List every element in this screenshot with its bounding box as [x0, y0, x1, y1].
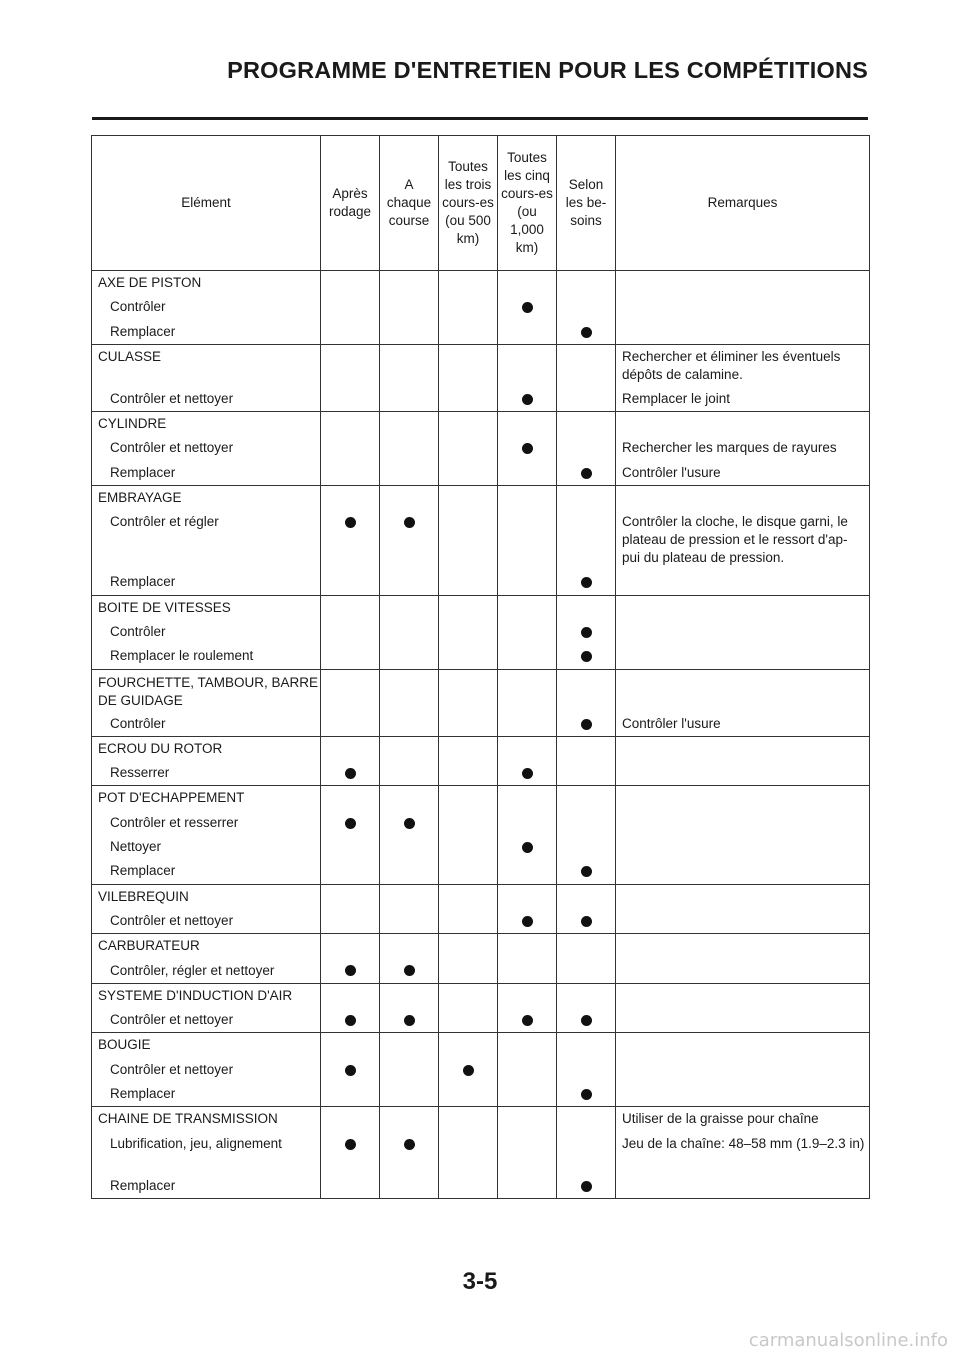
item-task: Contrôler: [110, 299, 166, 315]
item-task: Lubrification, jeu, alignement: [110, 1135, 282, 1151]
item-category: BOITE DE VITESSES: [98, 599, 231, 615]
item-category: CHAINE DE TRANSMISSION: [98, 1111, 278, 1127]
table-row: [92, 486, 870, 596]
item-remark: Contrôler l'usure: [622, 464, 721, 480]
schedule-dot: [581, 1015, 592, 1026]
table-row: [92, 983, 870, 1033]
maintenance-table: [91, 135, 870, 1199]
item-category: AXE DE PISTON: [98, 275, 202, 290]
title-rule: [92, 117, 868, 120]
item-task: Contrôler et nettoyer: [110, 1061, 234, 1077]
item-category: EMBRAYAGE: [98, 490, 182, 506]
schedule-dot: [581, 1089, 592, 1100]
table-row: [92, 1033, 870, 1107]
schedule-dot: [522, 394, 533, 405]
schedule-dot: [345, 965, 356, 976]
schedule-dot: [404, 818, 415, 829]
table-row: [92, 344, 870, 411]
item-remark: Utiliser de la graisse pour chaîne: [622, 1111, 819, 1127]
schedule-dot: [581, 651, 592, 662]
table-row: [92, 736, 870, 786]
item-task: Contrôler: [110, 623, 166, 639]
item-category: CULASSE: [98, 348, 162, 364]
schedule-dot: [404, 965, 415, 976]
item-task: Contrôler et resserrer: [110, 814, 239, 830]
table-row: [92, 884, 870, 934]
item-task: Nettoyer: [110, 839, 162, 855]
col-header-every-3-races: Toutes les trois cours-es (ou 500 km): [439, 136, 498, 271]
schedule-dot: [345, 768, 356, 779]
schedule-dot: [581, 627, 592, 638]
item-remark: Contrôler la cloche, le disque garni, le plateau de pression et le ressort d'ap-pui du plateau de pression.: [622, 514, 848, 566]
item-task: Remplacer: [110, 863, 176, 879]
schedule-dot: [345, 1015, 356, 1026]
schedule-dot: [581, 577, 592, 588]
schedule-dot: [522, 916, 533, 927]
item-task: Contrôler et nettoyer: [110, 390, 234, 406]
table-row: [92, 1107, 870, 1199]
item-category: VILEBREQUIN: [98, 888, 189, 904]
item-task: Contrôler et nettoyer: [110, 912, 234, 928]
item-remark: Rechercher les marques de rayures: [622, 440, 837, 456]
item-task: Contrôler, régler et nettoyer: [110, 962, 275, 978]
schedule-dot: [581, 1181, 592, 1192]
schedule-dot: [463, 1065, 474, 1076]
schedule-dot: [345, 818, 356, 829]
schedule-dot: [345, 517, 356, 528]
item-remark: Contrôler l'usure: [622, 715, 721, 731]
schedule-dot: [581, 866, 592, 877]
schedule-dot: [345, 1065, 356, 1076]
item-remark: Jeu de la chaîne: 48–58 mm (1.9–2.3 in): [622, 1135, 865, 1151]
schedule-dot: [404, 1015, 415, 1026]
watermark[interactable]: carmanualsonline.info: [748, 1330, 948, 1351]
item-task: Remplacer: [110, 1086, 176, 1102]
item-task: Remplacer le roulement: [110, 648, 254, 664]
col-header-each-race: A chaque course: [380, 136, 439, 271]
item-remark: Rechercher et éliminer les éventuels dépôts de calamine.: [622, 348, 841, 382]
page-number: 3-5: [462, 1268, 498, 1295]
item-category: FOURCHETTE, TAMBOUR, BARRE DE GUIDAGE: [98, 674, 319, 708]
schedule-dot: [581, 916, 592, 927]
item-task: Resserrer: [110, 765, 170, 781]
table-row: [92, 412, 870, 486]
schedule-dot: [522, 768, 533, 779]
schedule-dot: [522, 302, 533, 313]
item-task: Contrôler: [110, 715, 166, 731]
col-header-every-5-races: Toutes les cinq cours-es (ou 1,000 km): [498, 136, 557, 271]
table-row: [92, 595, 870, 669]
item-category: CYLINDRE: [98, 416, 167, 432]
item-task: Contrôler et nettoyer: [110, 1012, 234, 1028]
table-row: [92, 934, 870, 984]
item-task: Remplacer: [110, 323, 176, 339]
schedule-dot: [522, 443, 533, 454]
col-header-remarks: Remarques: [616, 136, 870, 271]
schedule-dot: [581, 719, 592, 730]
item-task: Remplacer: [110, 464, 176, 480]
col-header-as-needed: Selon les be-soins: [557, 136, 616, 271]
schedule-dot: [404, 1139, 415, 1150]
item-task: Contrôler et régler: [110, 514, 219, 530]
table-row: [92, 669, 870, 736]
schedule-dot: [345, 1139, 356, 1150]
schedule-dot: [522, 842, 533, 853]
item-category: BOUGIE: [98, 1037, 151, 1053]
page-title: PROGRAMME D'ENTRETIEN POUR LES COMPÉTITIONS: [227, 57, 868, 83]
item-category: ECROU DU ROTOR: [98, 740, 223, 756]
schedule-dot: [404, 517, 415, 528]
schedule-dot: [522, 1015, 533, 1026]
item-category: POT D'ECHAPPEMENT: [98, 790, 245, 806]
col-header-element: Elément: [92, 136, 321, 271]
schedule-dot: [581, 468, 592, 479]
item-remark: Remplacer le joint: [622, 390, 731, 406]
schedule-dot: [581, 327, 592, 338]
item-task: Remplacer: [110, 1177, 176, 1193]
item-task: Contrôler et nettoyer: [110, 440, 234, 456]
item-category: SYSTEME D'INDUCTION D'AIR: [98, 987, 293, 1003]
table-row: [92, 786, 870, 884]
table-header-row: [92, 136, 870, 271]
col-header-after-breakin: Après rodage: [321, 136, 380, 271]
item-category: CARBURATEUR: [98, 938, 200, 954]
table-row: [92, 271, 870, 345]
item-task: Remplacer: [110, 574, 176, 590]
